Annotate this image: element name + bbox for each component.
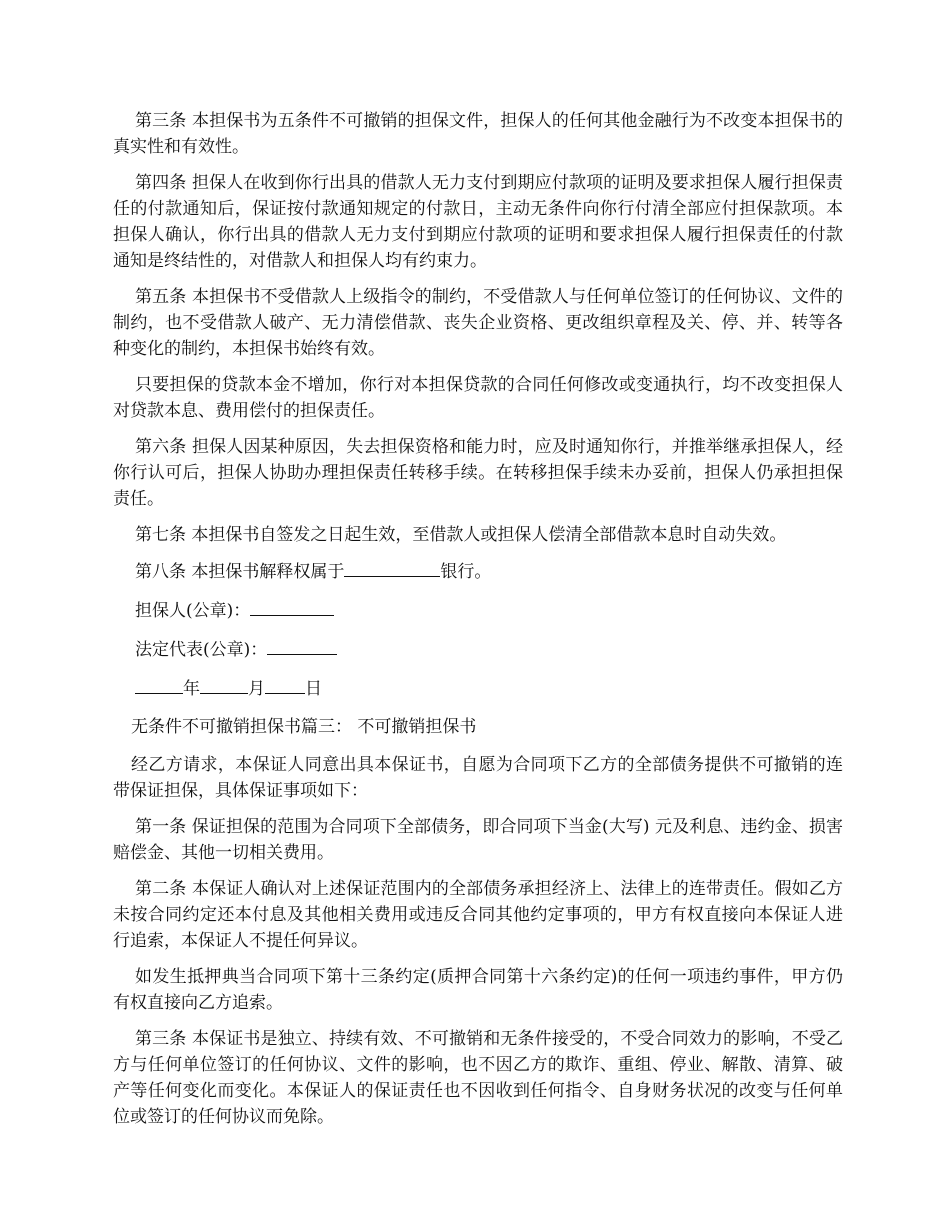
year-label: 年 bbox=[183, 679, 200, 699]
article-4-paragraph: 第四条 担保人在收到你行出具的借款人无力支付到期应付款项的证明及要求担保人履行担保责任的付款通知后，保证按付款通知规定的付款日，主动无条件向你行付清全部应付担保款项。本担保人确认，你行出具的借款人无力支付到期应付款项的证明和要求担保人履行担保责任的付款通知是终结性的，对借款人和担保人均有约束力。 bbox=[113, 173, 843, 271]
document-page bbox=[113, 108, 843, 1140]
month-label: 月 bbox=[248, 679, 265, 699]
article-6-paragraph: 第六条 担保人因某种原因，失去担保资格和能力时，应及时通知你行，并推举继承担保人，经你行认可后，担保人协助办理担保责任转移手续。在转移担保手续未办妥前，担保人仍承担担保责任。 bbox=[113, 437, 843, 509]
bank-name-blank[interactable] bbox=[344, 558, 440, 577]
bond-article-3-paragraph: 第三条 本保证书是独立、持续有效、不可撤销和无条件接受的，不受合同效力的影响，不受乙方与任何单位签订的任何协议、文件的影响，也不因乙方的欺诈、重组、停业、解散、清算、破产等任何变化而变化。本保证人的保证责任也不因收到任何指令、自身财务状况的改变与任何单位或签订的任何协议而免除。 bbox=[113, 1029, 843, 1127]
legal-rep-seal-blank[interactable] bbox=[267, 636, 337, 655]
day-blank[interactable] bbox=[265, 675, 305, 694]
article-8-prefix: 第八条 本担保书解释权属于 bbox=[135, 562, 345, 582]
section-title: 无条件不可撤销担保书篇三： 不可撤销担保书 bbox=[131, 717, 477, 737]
intro-paragraph: 经乙方请求，本保证人同意出具本保证书，自愿为合同项下乙方的全部债务提供不可撤销的连带保证担保，具体保证事项如下： bbox=[113, 755, 843, 801]
date-line bbox=[113, 675, 843, 702]
legal-rep-seal-label: 法定代表(公章)： bbox=[135, 640, 268, 660]
article-7-paragraph: 第七条 本担保书自签发之日起生效，至借款人或担保人偿清全部借款本息时自动失效。 bbox=[135, 525, 787, 545]
day-label: 日 bbox=[305, 679, 322, 699]
legal-rep-seal-line bbox=[113, 636, 843, 663]
month-blank[interactable] bbox=[200, 675, 248, 694]
year-blank[interactable] bbox=[135, 675, 183, 694]
guarantor-seal-blank[interactable] bbox=[250, 597, 334, 616]
guarantor-seal-line bbox=[113, 597, 843, 624]
article-5-paragraph: 第五条 本担保书不受借款人上级指令的制约，不受借款人与任何单位签订的任何协议、文件的制约，也不受借款人破产、无力清偿借款、丧失企业资格、更改组织章程及关、停、并、转等各种变化的制约，本担保书始终有效。 bbox=[113, 287, 843, 359]
bond-article-2-supplement-paragraph: 如发生抵押典当合同项下第十三条约定(质押合同第十六条约定)的任何一项违约事件，甲方仍有权直接向乙方追索。 bbox=[113, 967, 843, 1013]
bond-article-2-paragraph: 第二条 本保证人确认对上述保证范围内的全部债务承担经济上、法律上的连带责任。假如乙方未按合同约定还本付息及其他相关费用或违反合同其他约定事项的，甲方有权直接向本保证人进行追索，本保证人不提任何异议。 bbox=[113, 879, 843, 951]
bond-article-1-paragraph: 第一条 保证担保的范围为合同项下全部债务，即合同项下当金(大写) 元及利息、违约金、损害赔偿金、其他一切相关费用。 bbox=[113, 817, 843, 863]
guarantor-seal-label: 担保人(公章)： bbox=[135, 601, 251, 621]
article-3-paragraph: 第三条 本担保书为五条件不可撤销的担保文件，担保人的任何其他金融行为不改变本担保书的真实性和有效性。 bbox=[113, 111, 843, 157]
article-8-suffix: 银行。 bbox=[440, 562, 492, 582]
article-8-paragraph bbox=[113, 558, 843, 585]
article-5-supplement-paragraph: 只要担保的贷款本金不增加，你行对本担保贷款的合同任何修改或变通执行，均不改变担保人对贷款本息、费用偿付的担保责任。 bbox=[113, 375, 843, 421]
